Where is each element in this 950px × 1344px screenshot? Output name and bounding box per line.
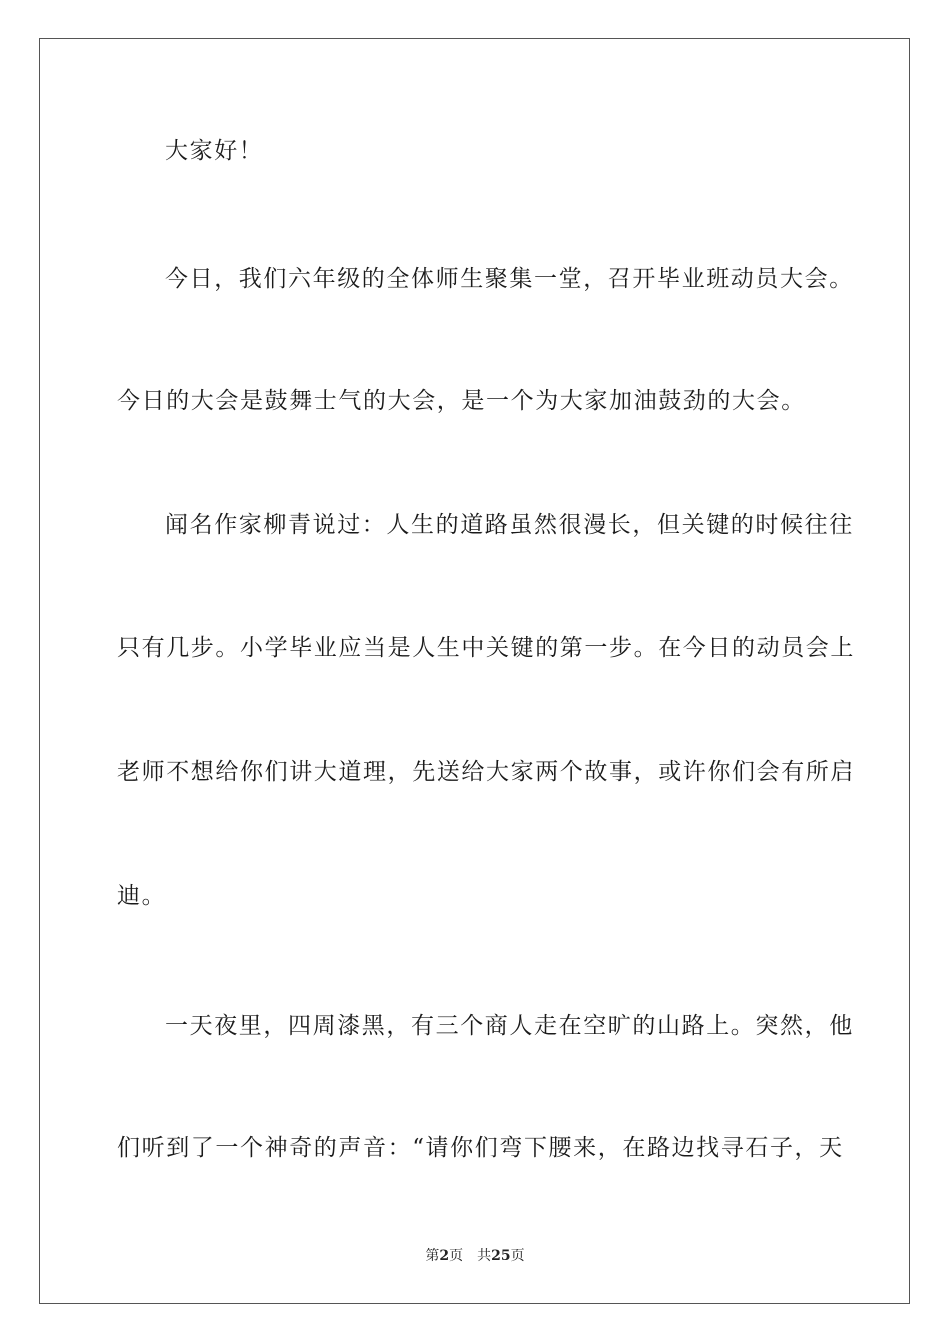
footer-total-pages: 25 <box>491 1248 511 1264</box>
text-line-7: 迪。 <box>117 883 167 909</box>
text-line-1: 大家好！ <box>165 138 264 164</box>
footer-page-suffix: 页 <box>449 1248 464 1264</box>
page-frame <box>39 38 910 1304</box>
text-line-5: 只有几步。小学毕业应当是人生中关键的第一步。在今日的动员会上 <box>117 635 855 661</box>
footer-page-number: 2 <box>439 1248 450 1264</box>
text-line-8: 一天夜里，四周漆黑，有三个商人走在空旷的山路上。突然，他 <box>165 1013 854 1039</box>
text-line-4: 闻名作家柳青说过：人生的道路虽然很漫长，但关键的时候往往 <box>165 512 854 538</box>
text-line-3: 今日的大会是鼓舞士气的大会，是一个为大家加油鼓劲的大会。 <box>117 388 806 414</box>
text-line-9: 们听到了一个神奇的声音：“请你们弯下腰来，在路边找寻石子，天 <box>117 1135 844 1161</box>
text-line-2: 今日，我们六年级的全体师生聚集一堂，召开毕业班动员大会。 <box>165 266 854 292</box>
text-line-6: 老师不想给你们讲大道理，先送给大家两个故事，或许你们会有所启 <box>117 759 855 785</box>
footer-total-suffix: 页 <box>510 1248 525 1264</box>
page-footer <box>0 1247 950 1265</box>
footer-total-prefix: 共 <box>477 1248 492 1264</box>
footer-page-prefix: 第 <box>425 1248 440 1264</box>
